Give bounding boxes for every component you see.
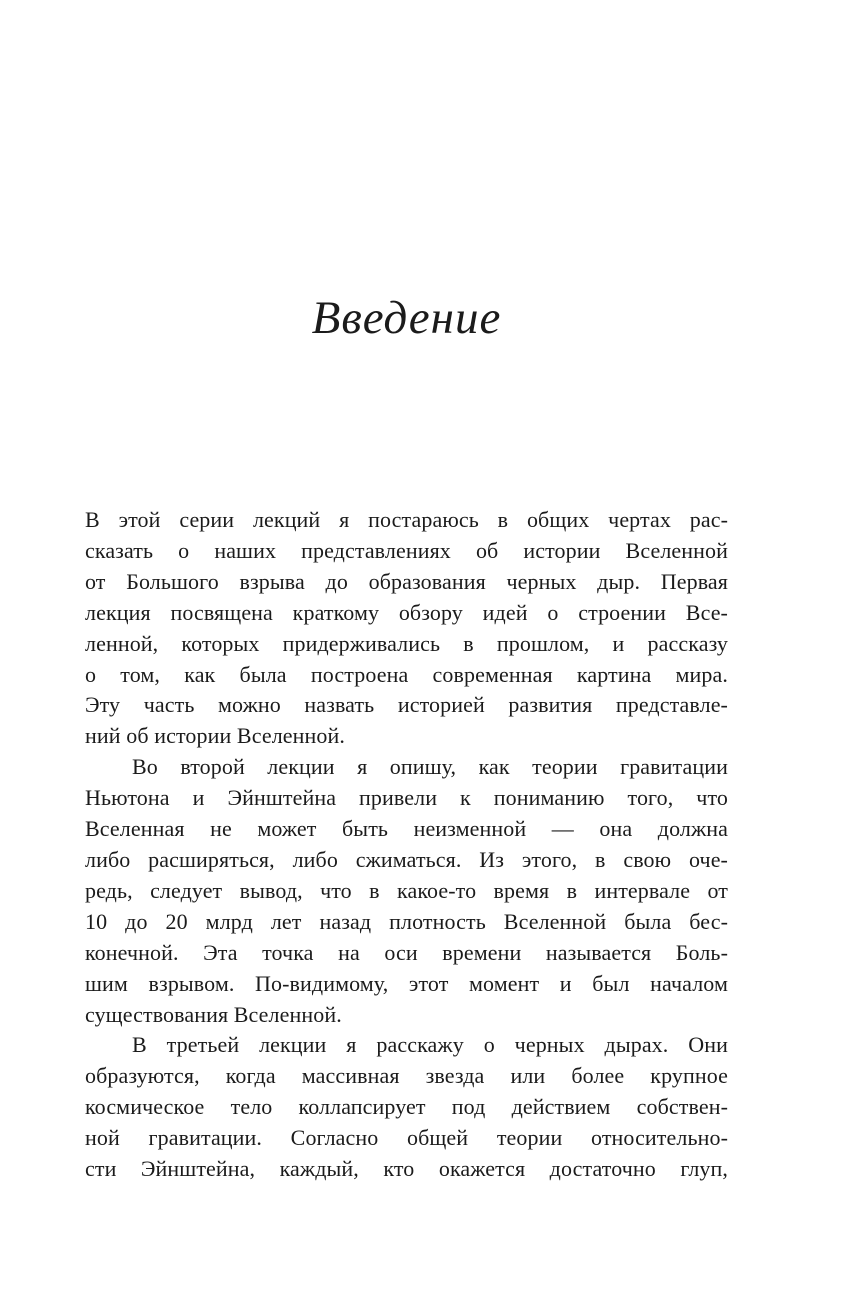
text-line: конечной. Эта точка на оси времени называется Боль- [85,939,728,965]
text-line: сказать о наших представлениях об истории Вселенной [85,537,728,563]
text-line: В третьей лекции я расскажу о черных дырах. Они [132,1032,728,1058]
text-line: лекция посвящена краткому обзору идей о строении Все- [85,599,728,625]
text-line: Во второй лекции я опишу, как теории гравитации [132,754,728,780]
text-line: о том, как была построена современная картина мира. [85,661,728,687]
text-line: 10 до 20 млрд лет назад плотность Вселенной была бес- [85,908,728,934]
text-line: шим взрывом. По-видимому, этот момент и был началом [85,970,728,996]
paragraph [85,752,728,1030]
text-line: сти Эйнштейна, каждый, кто окажется достаточно глуп, [85,1156,728,1182]
text-line: Вселенная не может быть неизменной — она должна [85,816,728,842]
text-line: от Большого взрыва до образования черных дыр. Первая [85,568,728,594]
text-line: космическое тело коллапсирует под действием собствен- [85,1094,728,1120]
text-line: ний об истории Вселенной. [85,723,345,749]
chapter-title: Введение [311,292,502,344]
text-line: образуются, когда массивная звезда или более крупное [85,1063,728,1089]
body-text [85,505,728,1185]
text-line: редь, следует вывод, что в какое-то время в интервале от [85,877,728,903]
text-line: В этой серии лекций я постараюсь в общих чертах рас- [85,507,728,532]
text-line: Эту часть можно назвать историей развития представле- [85,692,728,718]
paragraph [85,1030,728,1185]
text-line: ленной, которых придерживались в прошлом, и рассказу [85,630,728,656]
paragraph [85,505,728,752]
text-line: существования Вселенной. [85,1001,342,1027]
text-line: ной гравитации. Согласно общей теории относительно- [85,1125,728,1151]
text-line: либо расширяться, либо сжиматься. Из этого, в свою оче- [85,846,728,872]
text-line: Ньютона и Эйнштейна привели к пониманию того, что [85,785,728,811]
